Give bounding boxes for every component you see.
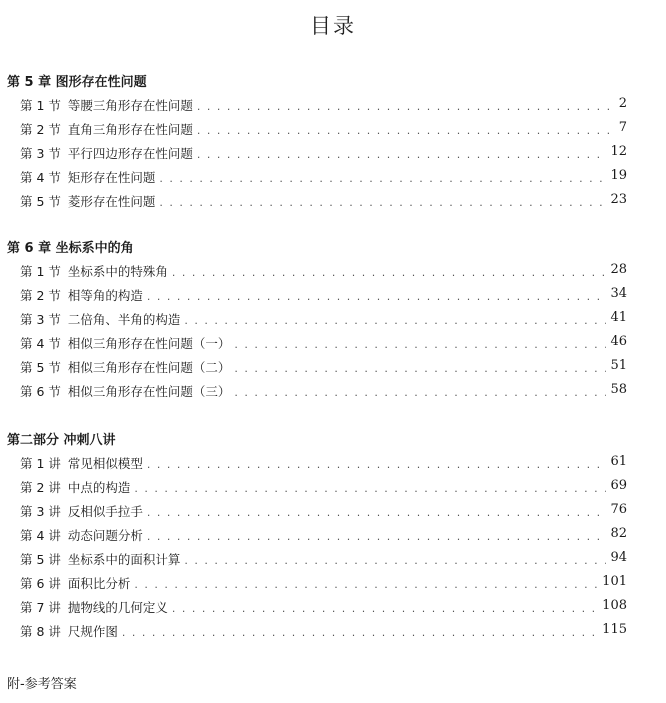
leader-dots	[172, 597, 598, 621]
leader-dots	[147, 285, 607, 309]
toc-entry[interactable]	[7, 452, 627, 476]
toc-entry[interactable]	[7, 356, 627, 380]
entry-number: 第 2 节	[20, 288, 61, 303]
entry-number: 第 1 节	[20, 98, 61, 113]
entry-title: 相似三角形存在性问题（一）	[67, 336, 231, 351]
toc-entry[interactable]	[7, 142, 627, 166]
page-number: 58	[610, 382, 627, 397]
toc-entry[interactable]	[7, 118, 627, 142]
leader-dots	[147, 501, 607, 525]
toc-entry[interactable]	[7, 524, 627, 548]
entry-title: 二倍角、半角的构造	[67, 312, 181, 327]
entry-number: 第 1 节	[20, 264, 61, 279]
leader-dots	[159, 167, 606, 191]
leader-dots	[147, 453, 607, 477]
part-heading: 第二部分 冲刺八讲	[7, 433, 116, 448]
entry-number: 第 5 节	[20, 360, 61, 375]
entry-number: 第 3 节	[20, 146, 61, 161]
leader-dots	[234, 333, 606, 357]
entry-number: 第 1 讲	[20, 456, 61, 471]
leader-dots	[122, 621, 598, 645]
toc-entry[interactable]	[7, 596, 627, 620]
page-number: 23	[610, 192, 627, 207]
page-number: 12	[610, 144, 627, 159]
page-number: 82	[610, 526, 627, 541]
entry-title: 菱形存在性问题	[67, 194, 156, 209]
page-number: 2	[618, 96, 627, 111]
toc-entry[interactable]	[7, 190, 627, 214]
leader-dots	[197, 119, 615, 143]
entry-title: 坐标系中的特殊角	[67, 264, 168, 279]
leader-dots	[184, 549, 606, 573]
toc-entry[interactable]	[7, 620, 627, 644]
entry-number: 第 4 讲	[20, 528, 61, 543]
page-number: 7	[618, 120, 627, 135]
entry-number: 第 8 讲	[20, 624, 61, 639]
leader-dots	[172, 261, 607, 285]
leader-dots	[197, 143, 607, 167]
entry-number: 第 4 节	[20, 336, 61, 351]
toc-entry[interactable]	[7, 476, 627, 500]
leader-dots	[159, 191, 606, 215]
leader-dots	[147, 525, 607, 549]
entry-title: 坐标系中的面积计算	[67, 552, 181, 567]
chapter-6-section	[7, 238, 627, 404]
toc-entry[interactable]	[7, 380, 627, 404]
toc-entry[interactable]	[7, 308, 627, 332]
entry-number: 第 2 节	[20, 122, 61, 137]
entry-title: 等腰三角形存在性问题	[67, 98, 193, 113]
entry-number: 第 6 讲	[20, 576, 61, 591]
page-number: 51	[610, 358, 627, 373]
page-number: 115	[602, 622, 627, 637]
toc-entry[interactable]	[7, 284, 627, 308]
page-number: 41	[610, 310, 627, 325]
page-number: 94	[610, 550, 627, 565]
entry-title: 直角三角形存在性问题	[67, 122, 193, 137]
page-number: 28	[610, 262, 627, 277]
page-number: 69	[610, 478, 627, 493]
page-number: 108	[602, 598, 627, 613]
entry-title: 相似三角形存在性问题（二）	[67, 360, 231, 375]
entry-title: 抛物线的几何定义	[67, 600, 168, 615]
page-number: 101	[602, 574, 627, 589]
toc-entry[interactable]	[7, 500, 627, 524]
toc-entry[interactable]	[7, 260, 627, 284]
entry-number: 第 7 讲	[20, 600, 61, 615]
leader-dots	[134, 477, 606, 501]
page-number: 34	[610, 286, 627, 301]
leader-dots	[197, 95, 615, 119]
leader-dots	[234, 357, 606, 381]
entry-number: 第 3 节	[20, 312, 61, 327]
page-number: 46	[610, 334, 627, 349]
entry-number: 第 5 节	[20, 194, 61, 209]
entry-number: 第 2 讲	[20, 480, 61, 495]
entry-title: 相等角的构造	[67, 288, 143, 303]
entry-title: 面积比分析	[67, 576, 131, 591]
part-2-section	[7, 430, 627, 644]
leader-dots	[234, 381, 606, 405]
entry-title: 平行四边形存在性问题	[67, 146, 193, 161]
chapter-5-section	[7, 72, 627, 214]
toc-entry[interactable]	[7, 548, 627, 572]
entry-title: 常见相似模型	[67, 456, 143, 471]
entry-number: 第 3 讲	[20, 504, 61, 519]
entry-title: 中点的构造	[67, 480, 131, 495]
page-title: 目录	[310, 14, 356, 38]
entry-number: 第 4 节	[20, 170, 61, 185]
entry-number: 第 6 节	[20, 384, 61, 399]
entry-title: 相似三角形存在性问题（三）	[67, 384, 231, 399]
page-number: 19	[610, 168, 627, 183]
entry-title: 反相似手拉手	[67, 504, 143, 519]
toc-entry[interactable]	[7, 332, 627, 356]
toc-entry[interactable]	[7, 572, 627, 596]
chapter-heading: 第 5 章 图形存在性问题	[7, 75, 147, 90]
entry-title: 动态问题分析	[67, 528, 143, 543]
toc-entry[interactable]	[7, 94, 627, 118]
entry-title: 矩形存在性问题	[67, 170, 156, 185]
entry-number: 第 5 讲	[20, 552, 61, 567]
leader-dots	[134, 573, 598, 597]
page-number: 61	[610, 454, 627, 469]
entry-title: 尺规作图	[67, 624, 118, 639]
appendix-heading: 附-参考答案	[7, 677, 77, 692]
leader-dots	[184, 309, 606, 333]
chapter-heading: 第 6 章 坐标系中的角	[7, 241, 134, 256]
toc-entry[interactable]	[7, 166, 627, 190]
page-number: 76	[610, 502, 627, 517]
